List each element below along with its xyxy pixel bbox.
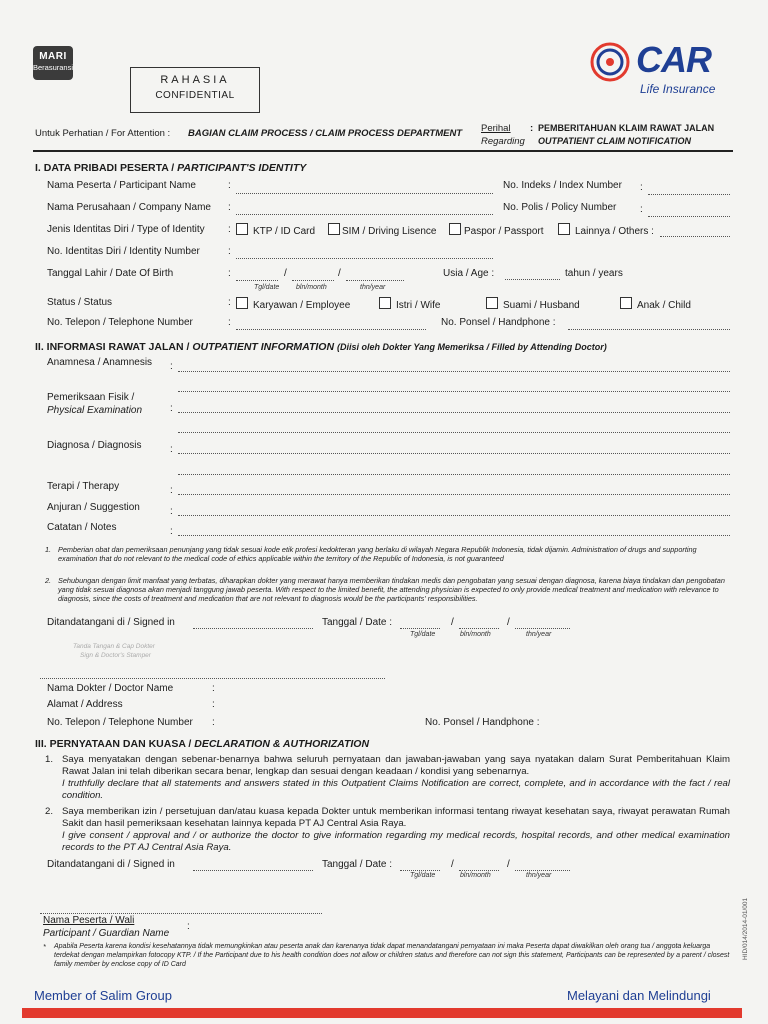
confidential-box: [130, 67, 260, 113]
id-option-sim[interactable]: [328, 223, 436, 237]
footnote-mark: *: [43, 942, 46, 951]
age-unit: tahun / years: [565, 268, 623, 279]
status-husband-label: Suami / Husband: [503, 300, 580, 311]
participant-signed-in-field[interactable]: [193, 870, 313, 871]
car-brand: CAR: [636, 39, 711, 80]
status-employee-label: Karyawan / Employee: [253, 300, 351, 311]
logo-top-text: MARI: [39, 51, 67, 62]
declaration2-id: Saya memberikan izin / persetujuan dan/atau kuasa kepada Dokter untuk memberikan informasi tentang riwayat kesehatan saya, riwayat perawatan Rumah Sakit dan hasil pemeriksaan kesehatan lainnya kepada PT AJ Central Asia Raya.: [62, 806, 730, 829]
anamnesis-line[interactable]: [178, 371, 730, 372]
physical-exam-line[interactable]: [178, 432, 730, 433]
checkbox[interactable]: [558, 223, 570, 235]
mari-berasuransi-logo: [33, 46, 73, 80]
physical-exam-label-1: Pemeriksaan Fisik /: [47, 392, 135, 403]
document-code: HID/014/2014-01/001: [742, 897, 749, 960]
checkbox[interactable]: [328, 223, 340, 235]
colon: :: [228, 224, 231, 235]
id-option-sim-label: SIM / Driving Lisence: [342, 226, 437, 237]
id-number-field[interactable]: [236, 258, 493, 259]
slash: /: [507, 617, 510, 628]
anamnesis-label: Anamnesa / Anamnesis: [47, 357, 153, 368]
notes-label: Catatan / Notes: [47, 522, 117, 533]
attention-label: Untuk Perhatian / For Attention :: [35, 128, 171, 139]
section3-title-en: DECLARATION & AUTHORIZATION: [194, 738, 370, 750]
status-husband[interactable]: [486, 297, 580, 311]
footnote-text: Apabila Peserta karena kondisi kesehatannya tidak memungkinkan atau peserta anak dan karenanya tidak dapat menandatangani pernyataan ini maka Peserta dapat diwakilkan oleh orang tua / anggota keluarga terdekat dengan melampirkan fotocopy KTP. / If the Participant due to his health condition does not allow or children status and therefore can not sign this statement, Participants can be represented by a parent / closest family member by enclose copy of ID Card: [54, 943, 730, 968]
physical-exam-label-2: Physical Examination: [47, 405, 143, 416]
participant-date-sub-day: Tgl/date: [410, 872, 436, 879]
checkbox[interactable]: [620, 297, 632, 309]
phone-field[interactable]: [236, 329, 426, 330]
therapy-line[interactable]: [178, 494, 730, 495]
colon: :: [228, 246, 231, 257]
regarding-label: Regarding: [481, 136, 525, 147]
guardian-label-1: Nama Peserta / Wali: [43, 915, 135, 926]
perihal-label: Perihal: [481, 123, 511, 134]
diagnosis-line[interactable]: [178, 453, 730, 454]
colon: :: [228, 180, 231, 191]
colon: :: [170, 485, 173, 496]
dob-sub-year: thn/year: [360, 284, 386, 291]
index-number-label: No. Indeks / Index Number: [503, 180, 622, 191]
id-option-ktp[interactable]: [236, 223, 315, 237]
status-label: Status / Status: [47, 297, 113, 308]
colon: :: [170, 361, 173, 372]
declaration2-text: [62, 806, 730, 854]
participant-date-year[interactable]: [515, 870, 570, 871]
phone-label: No. Telepon / Telephone Number: [47, 317, 193, 328]
declaration1-number: 1.: [45, 754, 54, 765]
suggestion-label: Anjuran / Suggestion: [47, 502, 140, 513]
dob-month-field[interactable]: [292, 280, 334, 281]
participant-name-field[interactable]: [236, 193, 493, 194]
id-option-ktp-label: KTP / ID Card: [253, 226, 316, 237]
slash: /: [284, 268, 287, 279]
declaration2-en: I give consent / approval and / or authorize the doctor to give information regarding my medical records, hospital records, and other medical examination records to the PT AJ Central Asia Raya.: [62, 830, 730, 853]
mobile-label: No. Ponsel / Handphone :: [441, 317, 556, 328]
participant-signed-in-label: Ditandatangani di / Signed in: [47, 859, 175, 870]
participant-date-label: Tanggal / Date :: [322, 859, 393, 870]
diagnosis-label: Diagnosa / Diagnosis: [47, 440, 142, 451]
doctor-date-sub-month: bln/month: [460, 631, 491, 638]
id-number-label: No. Identitas Diri / Identity Number: [47, 246, 200, 257]
colon: :: [170, 526, 173, 537]
dob-day-field[interactable]: [236, 280, 278, 281]
colon: :: [170, 403, 173, 414]
section2-title: [35, 341, 607, 353]
status-wife[interactable]: [379, 297, 440, 311]
doctor-signed-in-label: Ditandatangani di / Signed in: [47, 617, 175, 628]
policy-number-label: No. Polis / Policy Number: [503, 202, 617, 213]
doctor-name-label: Nama Dokter / Doctor Name: [47, 683, 174, 694]
logo-bottom-text: Berasuransi: [33, 63, 74, 72]
header-divider: [33, 150, 733, 152]
participant-date-month[interactable]: [459, 870, 499, 871]
doctor-phone-label: No. Telepon / Telephone Number: [47, 717, 193, 728]
participant-date-day[interactable]: [400, 870, 440, 871]
colon: :: [228, 202, 231, 213]
colon: :: [640, 204, 643, 215]
id-type-label: Jenis Identitas Diri / Type of Identity: [47, 224, 205, 235]
doctor-signed-in-field[interactable]: [193, 628, 313, 629]
checkbox[interactable]: [449, 223, 461, 235]
id-option-others[interactable]: [558, 223, 654, 237]
doctor-date-label: Tanggal / Date :: [322, 617, 393, 628]
doctor-date-sub-day: Tgl/date: [410, 631, 436, 638]
note1-text: Pemberian obat dan pemeriksaan penunjang yang tidak sesuai kode etik profesi kedokteran yang berlaku di wilayah Negara Republik Indonesia, tidak dijamin. Administration of drugs and supporting examination that do not relevant to the medical code of ethics applicable within the territory of the Republic of Indonesia, is not guaranteed: [58, 545, 697, 563]
age-field[interactable]: [505, 279, 560, 280]
car-tagline: Life Insurance: [640, 82, 716, 96]
footer-left: Member of Salim Group: [34, 988, 172, 1003]
note2-number: 2.: [45, 576, 52, 585]
section2-title-id: II. INFORMASI RAWAT JALAN /: [35, 341, 193, 353]
declaration1-id: Saya menyatakan dengan sebenar-benarnya bahwa seluruh pernyataan dan jawaban-jawaban yang saya nyatakan dalam Surat Pemberitahuan Klaim Rawat Jalan ini telah diberikan secara benar, lengkap dan sesuai dengan keadaan / kondisi yang sebenarnya.: [62, 754, 730, 777]
doctor-stamp-caption-2: Sign & Doctor's Stamper: [80, 652, 151, 659]
colon: :: [228, 317, 231, 328]
doctor-date-month[interactable]: [459, 628, 499, 629]
slash: /: [451, 859, 454, 870]
guardian-label-2: Participant / Guardian Name: [43, 928, 170, 939]
participant-name-label: Nama Peserta / Participant Name: [47, 180, 196, 191]
checkbox[interactable]: [236, 223, 248, 235]
diagnosis-line[interactable]: [178, 474, 730, 475]
anamnesis-line[interactable]: [178, 391, 730, 392]
index-number-field[interactable]: [648, 194, 730, 195]
checkbox[interactable]: [486, 297, 498, 309]
doctor-date-day[interactable]: [400, 628, 440, 629]
checkbox[interactable]: [379, 297, 391, 309]
dob-sub-month: bln/month: [296, 284, 327, 291]
company-name-label: Nama Perusahaan / Company Name: [47, 202, 211, 213]
slash: /: [451, 617, 454, 628]
participant-date-sub-year: thn/year: [526, 872, 552, 879]
colon: :: [212, 683, 215, 694]
id-others-field[interactable]: [660, 236, 730, 237]
colon: :: [212, 717, 215, 728]
status-child[interactable]: [620, 297, 691, 311]
colon: :: [170, 444, 173, 455]
doctor-address-label: Alamat / Address: [47, 699, 123, 710]
doctor-mobile-label: No. Ponsel / Handphone :: [425, 717, 540, 728]
id-option-others-label: Lainnya / Others :: [575, 226, 654, 237]
regarding-line1: PEMBERITAHUAN KLAIM RAWAT JALAN: [538, 123, 715, 133]
colon: :: [640, 182, 643, 193]
section2-title-note: (Diisi oleh Dokter Yang Memeriksa / Filled by Attending Doctor): [336, 342, 607, 352]
note1-number: 1.: [45, 545, 52, 554]
colon: :: [228, 297, 231, 308]
status-employee[interactable]: [236, 297, 350, 311]
section1-title: [35, 162, 306, 174]
suggestion-line[interactable]: [178, 515, 730, 516]
footer-right: Melayani dan Melindungi: [567, 988, 711, 1003]
regarding-line2: OUTPATIENT CLAIM NOTIFICATION: [538, 136, 691, 146]
colon: :: [212, 699, 215, 710]
declaration2-number: 2.: [45, 806, 54, 817]
colon: :: [228, 268, 231, 279]
doctor-stamp-caption-1: Tanda Tangan & Cap Dokter: [73, 643, 155, 650]
section3-title-id: III. PERNYATAAN DAN KUASA /: [35, 738, 195, 750]
policy-number-field[interactable]: [648, 216, 730, 217]
company-name-field[interactable]: [236, 214, 493, 215]
participant-date-sub-month: bln/month: [460, 872, 491, 879]
mobile-field[interactable]: [568, 329, 730, 330]
participant-signature-line[interactable]: [40, 913, 322, 914]
checkbox[interactable]: [236, 297, 248, 309]
id-option-passport[interactable]: [449, 223, 543, 237]
section3-title: [35, 738, 369, 750]
therapy-label: Terapi / Therapy: [47, 481, 120, 492]
dob-label: Tanggal Lahir / Date Of Birth: [47, 268, 174, 279]
colon: :: [187, 921, 190, 932]
slash: /: [338, 268, 341, 279]
doctor-date-sub-year: thn/year: [526, 631, 552, 638]
physical-exam-line[interactable]: [178, 412, 730, 413]
section2-title-en: OUTPATIENT INFORMATION: [192, 341, 335, 353]
attention-value: BAGIAN CLAIM PROCESS / CLAIM PROCESS DEPARTMENT: [188, 128, 463, 139]
footer-red-band: [22, 1008, 742, 1018]
regarding-colon: :: [530, 123, 534, 134]
status-child-label: Anak / Child: [637, 300, 691, 311]
notes-line[interactable]: [178, 535, 730, 536]
note2-text: Sehubungan dengan limit manfaat yang terbatas, diharapkan dokter yang merawat hanya memberikan tindakan medis dan pengobatan yang sesuai dengan diagnosa, karena biaya tindakan dan pengobatan yang tidak sesuai diagnosa akan menjadi tanggung jawab peserta. With respect to the limited benefit, the attending physician is expected to only provide medical treatment and medication with relevance to diagnosis, since the costs of treatment and medication that are not relevant to diagnosis would be the participants' responsibilities.: [58, 576, 725, 603]
car-emblem-icon: [590, 42, 630, 82]
section1-title-id: I. DATA PRIBADI PESERTA /: [35, 162, 178, 174]
doctor-date-year[interactable]: [515, 628, 570, 629]
section1-title-en: PARTICIPANT'S IDENTITY: [177, 162, 307, 174]
colon: :: [170, 506, 173, 517]
slash: /: [507, 859, 510, 870]
doctor-signature-line[interactable]: [40, 678, 385, 679]
declaration1-text: [62, 754, 730, 802]
confidential-line1: RAHASIA: [160, 74, 230, 86]
declaration1-en: I truthfully declare that all statements and answers stated in this Outpatient Claims Notification are correct, complete, and in accordance with the fact / real condition.: [62, 778, 730, 801]
age-label: Usia / Age :: [443, 268, 495, 279]
status-wife-label: Istri / Wife: [396, 300, 441, 311]
confidential-line2: CONFIDENTIAL: [155, 90, 235, 101]
id-option-passport-label: Paspor / Passport: [464, 226, 544, 237]
dob-sub-date: Tgl/date: [254, 284, 280, 291]
dob-year-field[interactable]: [346, 280, 404, 281]
